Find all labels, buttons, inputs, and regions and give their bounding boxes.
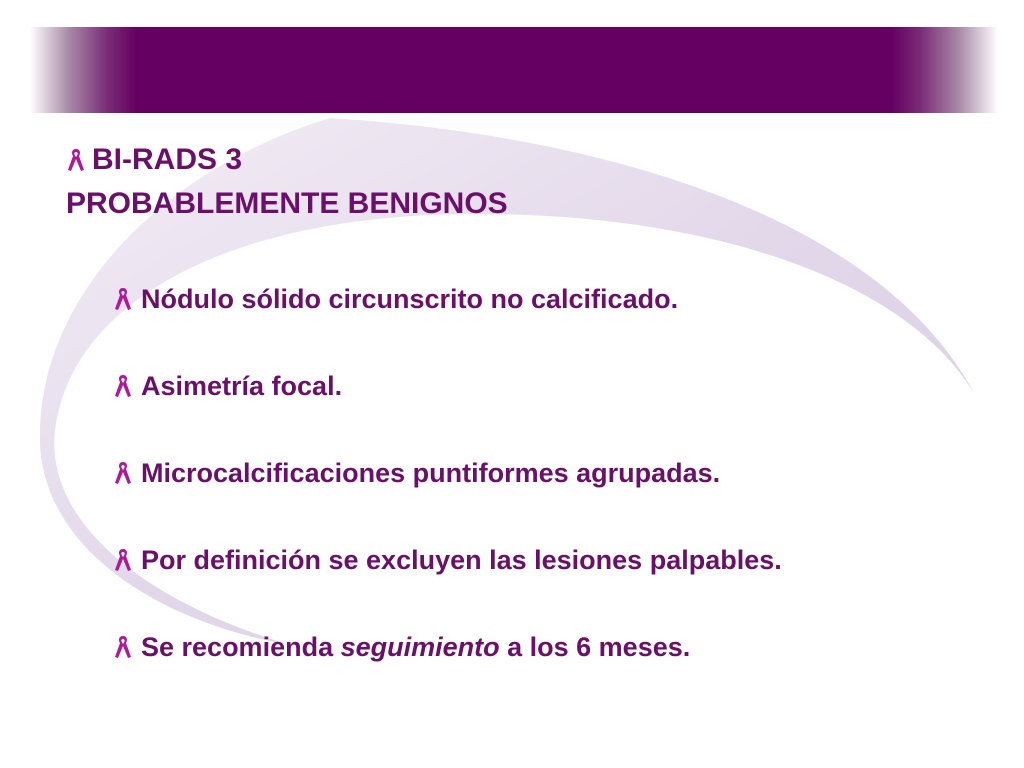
bullet-text-before: Se recomienda	[141, 632, 341, 662]
ribbon-icon	[113, 286, 133, 312]
bullet-list	[113, 280, 782, 715]
ribbon-icon	[113, 634, 133, 660]
bullet-text: Por definición se excluyen las lesiones palpables.	[141, 545, 782, 575]
header-band	[30, 27, 998, 113]
list-item	[113, 541, 782, 628]
bullet-text	[141, 628, 690, 666]
ribbon-icon	[113, 460, 133, 486]
ribbon-icon	[113, 547, 133, 573]
bullet-text: Nódulo sólido circunscrito no calcificado.	[141, 284, 679, 314]
bullet-text: Asimetría focal.	[141, 371, 343, 401]
bullet-text-after: a los 6 meses.	[499, 632, 691, 662]
bullet-text: Microcalcificaciones puntiformes agrupadas.	[141, 458, 721, 488]
title-line-1: BI-RADS 3	[92, 143, 243, 176]
list-item	[113, 280, 782, 367]
list-item	[113, 367, 782, 454]
slide-title	[66, 138, 508, 226]
bullet-text-emphasis: seguimiento	[340, 632, 500, 662]
list-item	[113, 454, 782, 541]
ribbon-icon	[113, 373, 133, 399]
title-line-2: PROBABLEMENTE BENIGNOS	[66, 187, 508, 220]
ribbon-icon	[66, 147, 86, 173]
list-item	[113, 628, 782, 715]
